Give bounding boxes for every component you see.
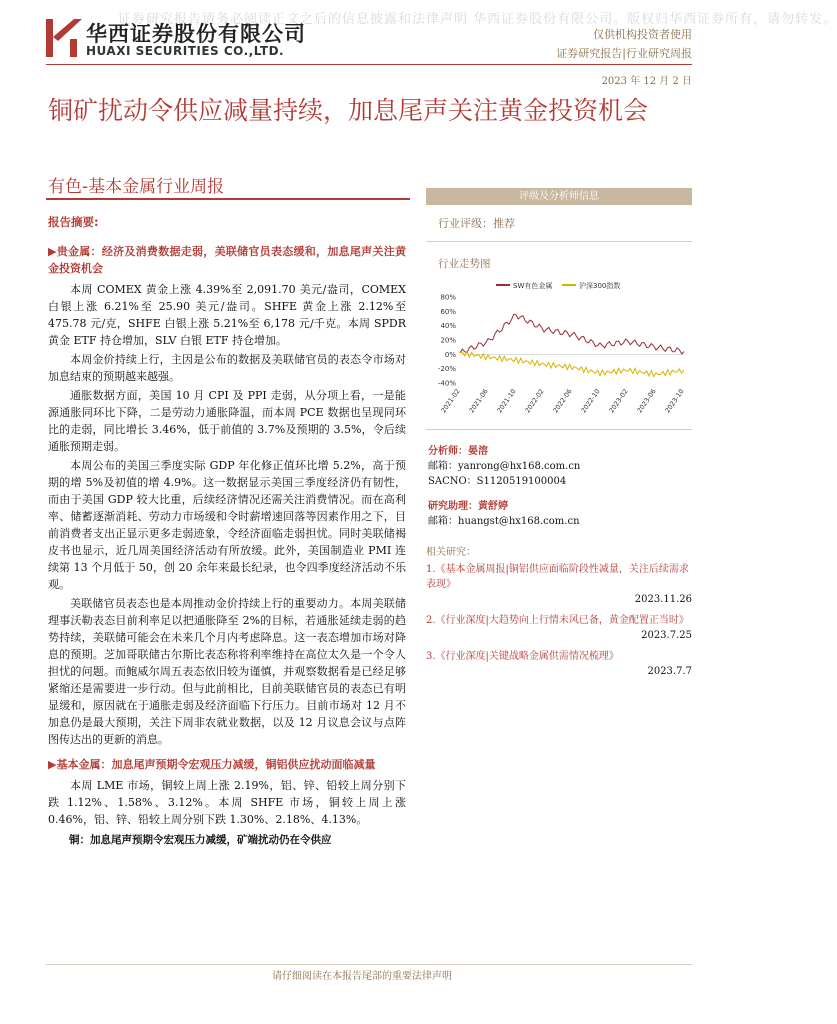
related-date: 2023.7.7 [647, 666, 692, 677]
analyst-name: 分析师：晏溶 [428, 446, 488, 457]
y-tick-label: 20% [440, 336, 456, 345]
section-head: ▶贵金属：经济及消费数据走弱，美联储官员表态缓和，加息尾声关注黄金投资机会 [48, 245, 406, 275]
trend-chart [426, 273, 692, 427]
assistant-name: 研究助理：黄舒婷 [428, 501, 508, 512]
summary-label: 报告摘要: [48, 215, 99, 229]
x-tick-label: 2023-06 [635, 387, 658, 415]
panel-title: 评级及分析师信息 [426, 188, 692, 205]
analyst-email[interactable]: 邮箱：yanrong@hx168.com.cn [428, 461, 581, 472]
footer-divider [46, 964, 692, 965]
x-tick-label: 2021-02 [439, 387, 462, 415]
related-date: 2023.11.26 [634, 594, 692, 605]
paragraph: 本周公布的美国三季度实际 GDP 年化修正值环比增 5.2%，高于预期的增 5%及初值的增 4.9%。这一数据显示美国三季度经济仍有韧性，而由于美国 GDP 较大比重，后续经济情况还需关注消费情况。而在高利率、储蓄逐渐消耗、劳动力市场缓和令时薪增速回落等因素作用之下，目前消费者支出正显示更多走弱迹象，令经济面临走弱担忧。同时美联储褐皮书也显示，近几周美国经济活动有所放缓。此外，美国制造业 PMI 连续第 13 个月低于 50，创 20 余年来最长纪录，也令四季度经济活动不乐观。 [48, 459, 406, 591]
y-tick-label: -20% [437, 365, 456, 374]
paragraph: 本周金价持续上行，主因是公布的数据及美联储官员的表态令市场对加息结束的预期越来越强。 [48, 353, 406, 383]
footer-disclaimer: 请仔细阅读在本报告尾部的重要法律声明 [272, 971, 452, 982]
page-subtitle: 有色-基本金属行业周报 [48, 177, 225, 197]
analyst-sac: SACNO：S1120519100004 [428, 476, 567, 487]
y-tick-label: 80% [440, 293, 456, 302]
related-research [426, 545, 692, 679]
paragraph: 本周 LME 市场，铜较上周上涨 2.19%，铝、锌、铅较上周分别下跌 1.12%、1.58%、3.12%。本周 SHFE 市场，铜较上周上涨 0.46%，铝、锌、铅较上周分别下跌 1.30%、2.18%、4.13%。 [48, 779, 406, 826]
analyst-block [426, 444, 692, 529]
summary-column [48, 214, 406, 849]
y-tick-label: 60% [440, 307, 456, 316]
paragraph: 本周 COMEX 黄金上涨 4.39%至 2,091.70 美元/盎司，COMEX 白银上涨 6.21%至 25.90 美元/盎司。SHFE 黄金上涨 2.12%至 475.78 元/克，SHFE 白银上涨 5.21%至 6,178 元/千克。本周 SPDR 黄金 ETF 持仓增加，SLV 白银 ETF 持仓增加。 [48, 283, 406, 347]
watermark: 证券研究报告请务必阅读正文之后的信息披露和法律声明 华西证券股份有限公司。版权归华西证券所有，请勿转发。 [118, 12, 837, 27]
chart-divider [426, 429, 692, 430]
x-tick-label: 2023-10 [663, 387, 686, 415]
page-title: 铜矿扰动令供应减量持续，加息尾声关注黄金投资机会 [48, 96, 649, 125]
paragraph: 通胀数据方面，美国 10 月 CPI 及 PPI 走弱，从分项上看，一是能源通胀同环比下降，二是劳动力通胀降温，而本周 PCE 数据也呈现同环比的走弱，同比增长 3.46%，低于前值的 3.7%及预期的 3.5%，令后续通胀预期走弱。 [48, 389, 406, 453]
paragraph-bold: 铜：加息尾声预期令宏观压力减缓，矿端扰动仍在令供应 [69, 834, 332, 846]
x-tick-label: 2021-06 [467, 387, 490, 415]
logo-cn: 华西证券股份有限公司 [86, 22, 306, 46]
series-line-0 [460, 314, 684, 354]
subtitle-divider [46, 198, 410, 200]
series-line-1 [460, 351, 684, 376]
related-item[interactable]: 2.《行业深度|大趋势向上行情未风已备，黄金配置正当时》 [426, 615, 689, 626]
related-item[interactable]: 1.《基本金属周报|铜铝供应面临阶段性减量，关注后续需求表现》 [426, 564, 689, 590]
related-date: 2023.7.25 [641, 630, 692, 641]
x-tick-label: 2021-10 [495, 387, 518, 415]
rating-divider [426, 241, 692, 242]
x-tick-label: 2022-02 [523, 387, 546, 415]
related-item[interactable]: 3.《行业深度|关键战略金属供需情况梳理》 [426, 651, 619, 662]
paragraph: 美联储官员表态也是本周推动金价持续上行的重要动力。本周美联储理事沃勒表态目前利率足以把通胀降至 2%的目标，若通胀延续走弱的趋势持续，美联储可能会在未来几个月内考虑降息。这一表态增加市场对降息的预期。芝加哥联储古尔斯比表态称将利率维持在高位太久是一个令人担忧的问题。而鲍威尔周五表态依旧较为谨慎，并观察数据看是已经足够紧缩还是需要进一步行动。但与此前相比，目前美联储官员的表态已有明显缓和，原因就在于通胀走弱及经济面临下行压力。目前市场对 12 月不加息仍是最大预期，关注下周非农就业数据，以及 12 月议息会议与点阵图传达出的更新的消息。 [48, 597, 406, 746]
y-tick-label: 40% [440, 322, 456, 331]
legend-label: SW有色金属 [513, 282, 553, 290]
report-date: 2023 年 12 月 2 日 [601, 76, 692, 87]
report-type: 证券研究报告|行业研究周报 [556, 47, 692, 60]
legend-label: 沪深300指数 [579, 282, 621, 290]
section-head: ▶基本金属：加息尾声预期令宏观压力减缓，铜铝供应扰动面临减量 [48, 758, 376, 771]
sidebar [426, 188, 692, 685]
x-tick-label: 2022-06 [551, 387, 574, 415]
y-tick-label: 0% [444, 350, 456, 359]
audience-note: 仅供机构投资者使用 [593, 28, 692, 41]
x-tick-label: 2022-10 [579, 387, 602, 415]
y-tick-label: -40% [437, 379, 456, 388]
assistant-email[interactable]: 邮箱：huangst@hx168.com.cn [428, 516, 580, 527]
logo-icon [46, 17, 82, 63]
logo-en: HUAXI SECURITIES CO.,LTD. [86, 44, 285, 58]
trend-chart-svg [426, 273, 692, 423]
header-divider [46, 64, 692, 65]
x-tick-label: 2023-02 [607, 387, 630, 415]
industry-rating: 行业评级：推荐 [438, 217, 515, 230]
related-head: 相关研究： [426, 547, 476, 558]
trend-label: 行业走势图 [438, 258, 491, 270]
